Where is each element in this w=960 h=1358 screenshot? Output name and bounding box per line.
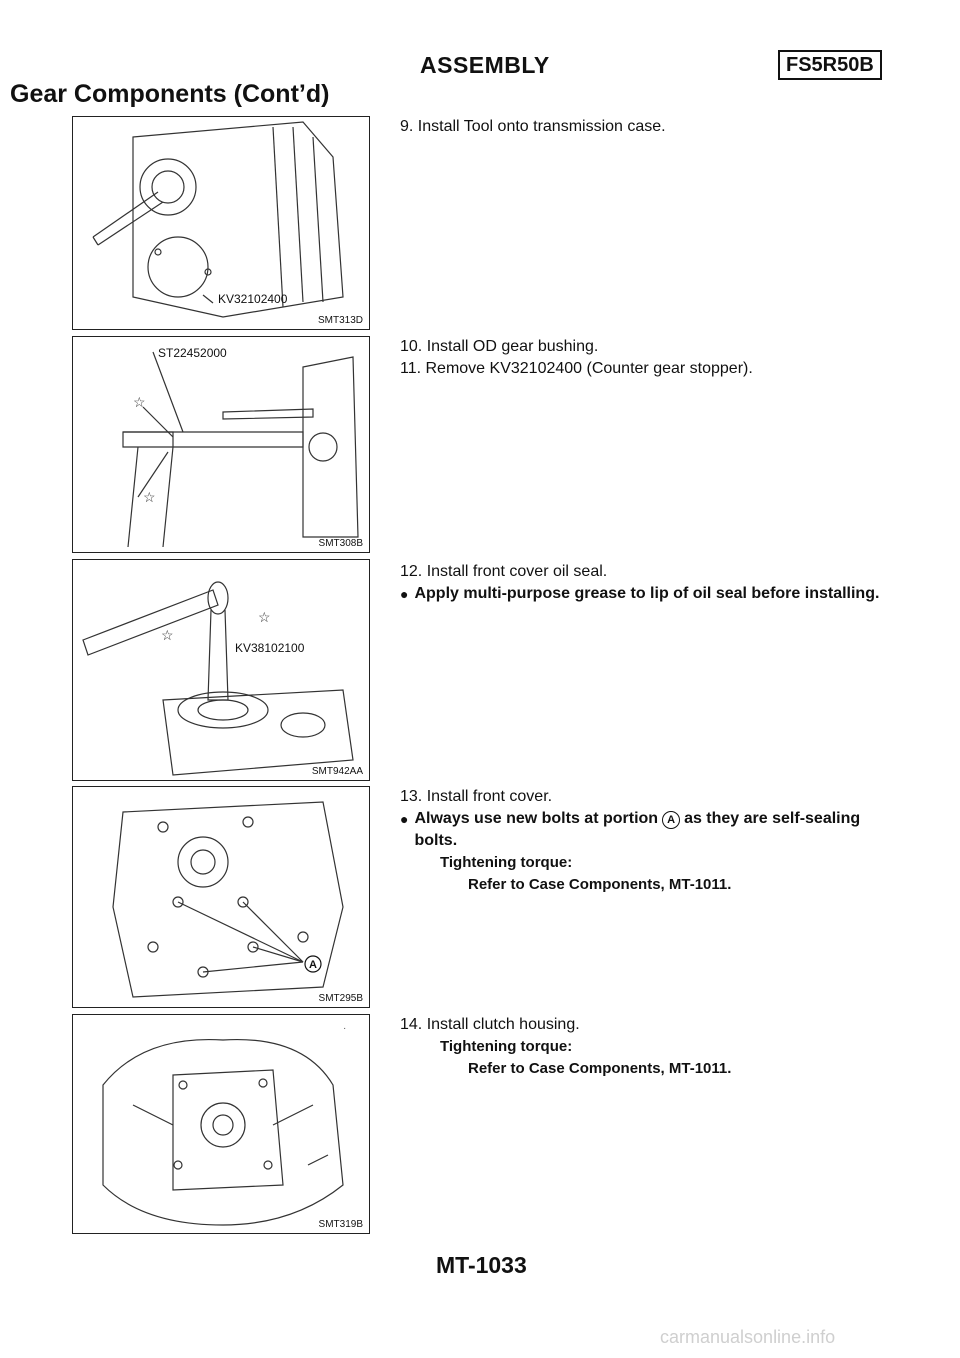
transmission-case-illustration	[73, 117, 369, 329]
front-cover-oil-seal-illustration	[73, 560, 369, 780]
step-12-text: 12. Install front cover oil seal.	[400, 563, 608, 580]
bullet-icon: ●	[400, 811, 409, 827]
step-10-11	[400, 336, 895, 380]
step-13	[400, 786, 895, 896]
portion-a-icon: A	[662, 811, 680, 829]
svg-text:☆: ☆	[133, 394, 146, 410]
step-10-text: 10. Install OD gear bushing.	[400, 338, 599, 355]
figure-smt308b	[72, 336, 370, 553]
step-9	[400, 116, 895, 138]
step-11-text: 11. Remove KV32102400 (Counter gear stopper).	[400, 360, 753, 377]
footer-watermark: carmanualsonline.info	[660, 1327, 836, 1347]
step-13-text: 13. Install front cover.	[400, 788, 553, 805]
figure-smt942aa	[72, 559, 370, 781]
model-badge: FS5R50B	[778, 50, 882, 80]
od-gear-bushing-illustration	[73, 337, 369, 552]
figure-code: SMT313D	[317, 315, 363, 326]
step-13-torque-ref: Refer to Case Components, MT-1011.	[468, 876, 732, 893]
step-13-note-text-a: Always use new bolts at portion	[414, 810, 659, 827]
step-12-note	[400, 583, 895, 605]
figure-code: SMT295B	[318, 993, 363, 1004]
tool-label: ST22452000	[158, 346, 227, 360]
step-14-torque-label: Tightening torque:	[440, 1038, 573, 1055]
svg-text:☆: ☆	[258, 609, 271, 625]
page-subtitle: Gear Components (Cont’d)	[10, 80, 330, 108]
step-14-torque-ref: Refer to Case Components, MT-1011.	[468, 1060, 732, 1077]
portion-a-marker: A	[309, 959, 317, 971]
step-13-note	[400, 808, 895, 852]
figure-smt295b	[72, 786, 370, 1008]
figure-code: SMT319B	[318, 1219, 363, 1230]
page-number: MT-1033	[436, 1252, 527, 1278]
figure-smt313d	[72, 116, 370, 330]
figure-smt319b	[72, 1014, 370, 1234]
section-title: ASSEMBLY	[420, 52, 550, 78]
step-12-note-text: Apply multi-purpose grease to lip of oil seal before installing.	[414, 585, 880, 602]
step-13-torque-label: Tightening torque:	[440, 854, 573, 871]
step-14	[400, 1014, 895, 1080]
step-12	[400, 561, 895, 605]
figure-code: SMT308B	[318, 538, 363, 549]
tool-label: KV32102400	[218, 292, 288, 306]
step-9-text: 9. Install Tool onto transmission case.	[400, 118, 666, 135]
figure-code: SMT942AA	[311, 766, 363, 777]
svg-text:☆: ☆	[161, 627, 174, 643]
clutch-housing-illustration	[73, 1015, 369, 1233]
figure-mark: ·	[343, 1023, 347, 1034]
svg-text:☆: ☆	[143, 489, 156, 505]
tool-label: KV38102100	[235, 641, 305, 655]
front-cover-bolts-illustration	[73, 787, 369, 1007]
bullet-icon: ●	[400, 586, 409, 602]
step-13-note-text-b: as they are self-sealing bolts.	[414, 810, 861, 849]
step-14-text: 14. Install clutch housing.	[400, 1016, 580, 1033]
